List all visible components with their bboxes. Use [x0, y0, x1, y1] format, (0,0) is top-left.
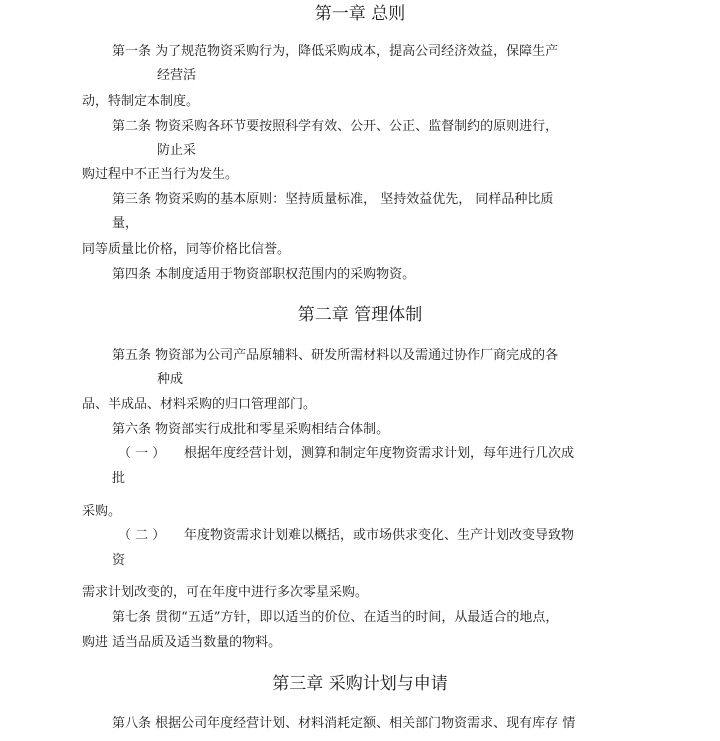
item-2-line-3: 需求计划改变的，可在年度中进行多次零星采购。 — [82, 585, 369, 600]
item-1-label: （ 一 ） — [118, 446, 166, 461]
article-1-line-2: 经营活 — [157, 68, 197, 83]
article-7-line-1: 第七条 贯彻“五适”方针，即以适当的价位、在适当的时间，从最适合的地点， — [112, 610, 559, 625]
item-1-line-2: 批 — [112, 471, 126, 486]
article-3-line-3: 同等质量比价格，同等价格比信誉。 — [82, 242, 291, 257]
article-8-line-1: 第八条 根据公司年度经营计划、材料消耗定额、相关部门物资需求、现有库存 情 — [112, 716, 576, 731]
item-2-line-2: 资 — [112, 553, 126, 568]
item-2-line-1: 年度物资需求计划难以概括，或市场供求变化、生产计划改变导致物 — [184, 528, 575, 543]
article-5-line-3: 品、半成品、材料采购的归口管理部门。 — [82, 397, 317, 412]
item-1-line-3: 采购。 — [82, 504, 122, 519]
article-6-line-1: 第六条 物资部实行成批和零星采购相结合体制。 — [112, 422, 390, 437]
article-7-line-2: 购进 适当品质及适当数量的物料。 — [82, 635, 282, 650]
article-3-line-2: 量， — [112, 216, 139, 231]
article-3-line-1: 第三条 物资采购的基本原则：坚持质量标准， 坚持效益优先， 同样品种比质 — [112, 192, 554, 207]
chapter-1-heading: 第一章 总则 — [314, 4, 406, 24]
article-5-line-2: 种成 — [157, 372, 184, 387]
chapter-2-heading: 第二章 管理体制 — [297, 305, 423, 325]
item-1-line-1: 根据年度经营计划，测算和制定年度物资需求计划，每年进行几次成 — [184, 446, 575, 461]
article-4-line-1: 第四条 本制度适用于物资部职权范围内的采购物资。 — [112, 267, 416, 282]
article-1-line-1: 第一条 为了规范物资采购行为，降低采购成本，提高公司经济效益，保障生产 — [112, 44, 559, 59]
article-2-line-3: 购过程中不正当行为发生。 — [82, 167, 239, 182]
article-5-line-1: 第五条 物资部为公司产品原辅料、研发所需材料以及需通过协作厂商完成的各 — [112, 348, 559, 363]
article-2-line-2: 防止采 — [157, 143, 197, 158]
article-2-line-1: 第二条 物资采购各环节要按照科学有效、公开、公正、监督制约的原则进行， — [112, 119, 559, 134]
item-2-label: （ 二 ） — [118, 528, 166, 543]
article-1-line-3: 动，特制定本制度。 — [82, 94, 200, 109]
chapter-3-heading: 第三章 采购计划与申请 — [272, 674, 448, 694]
